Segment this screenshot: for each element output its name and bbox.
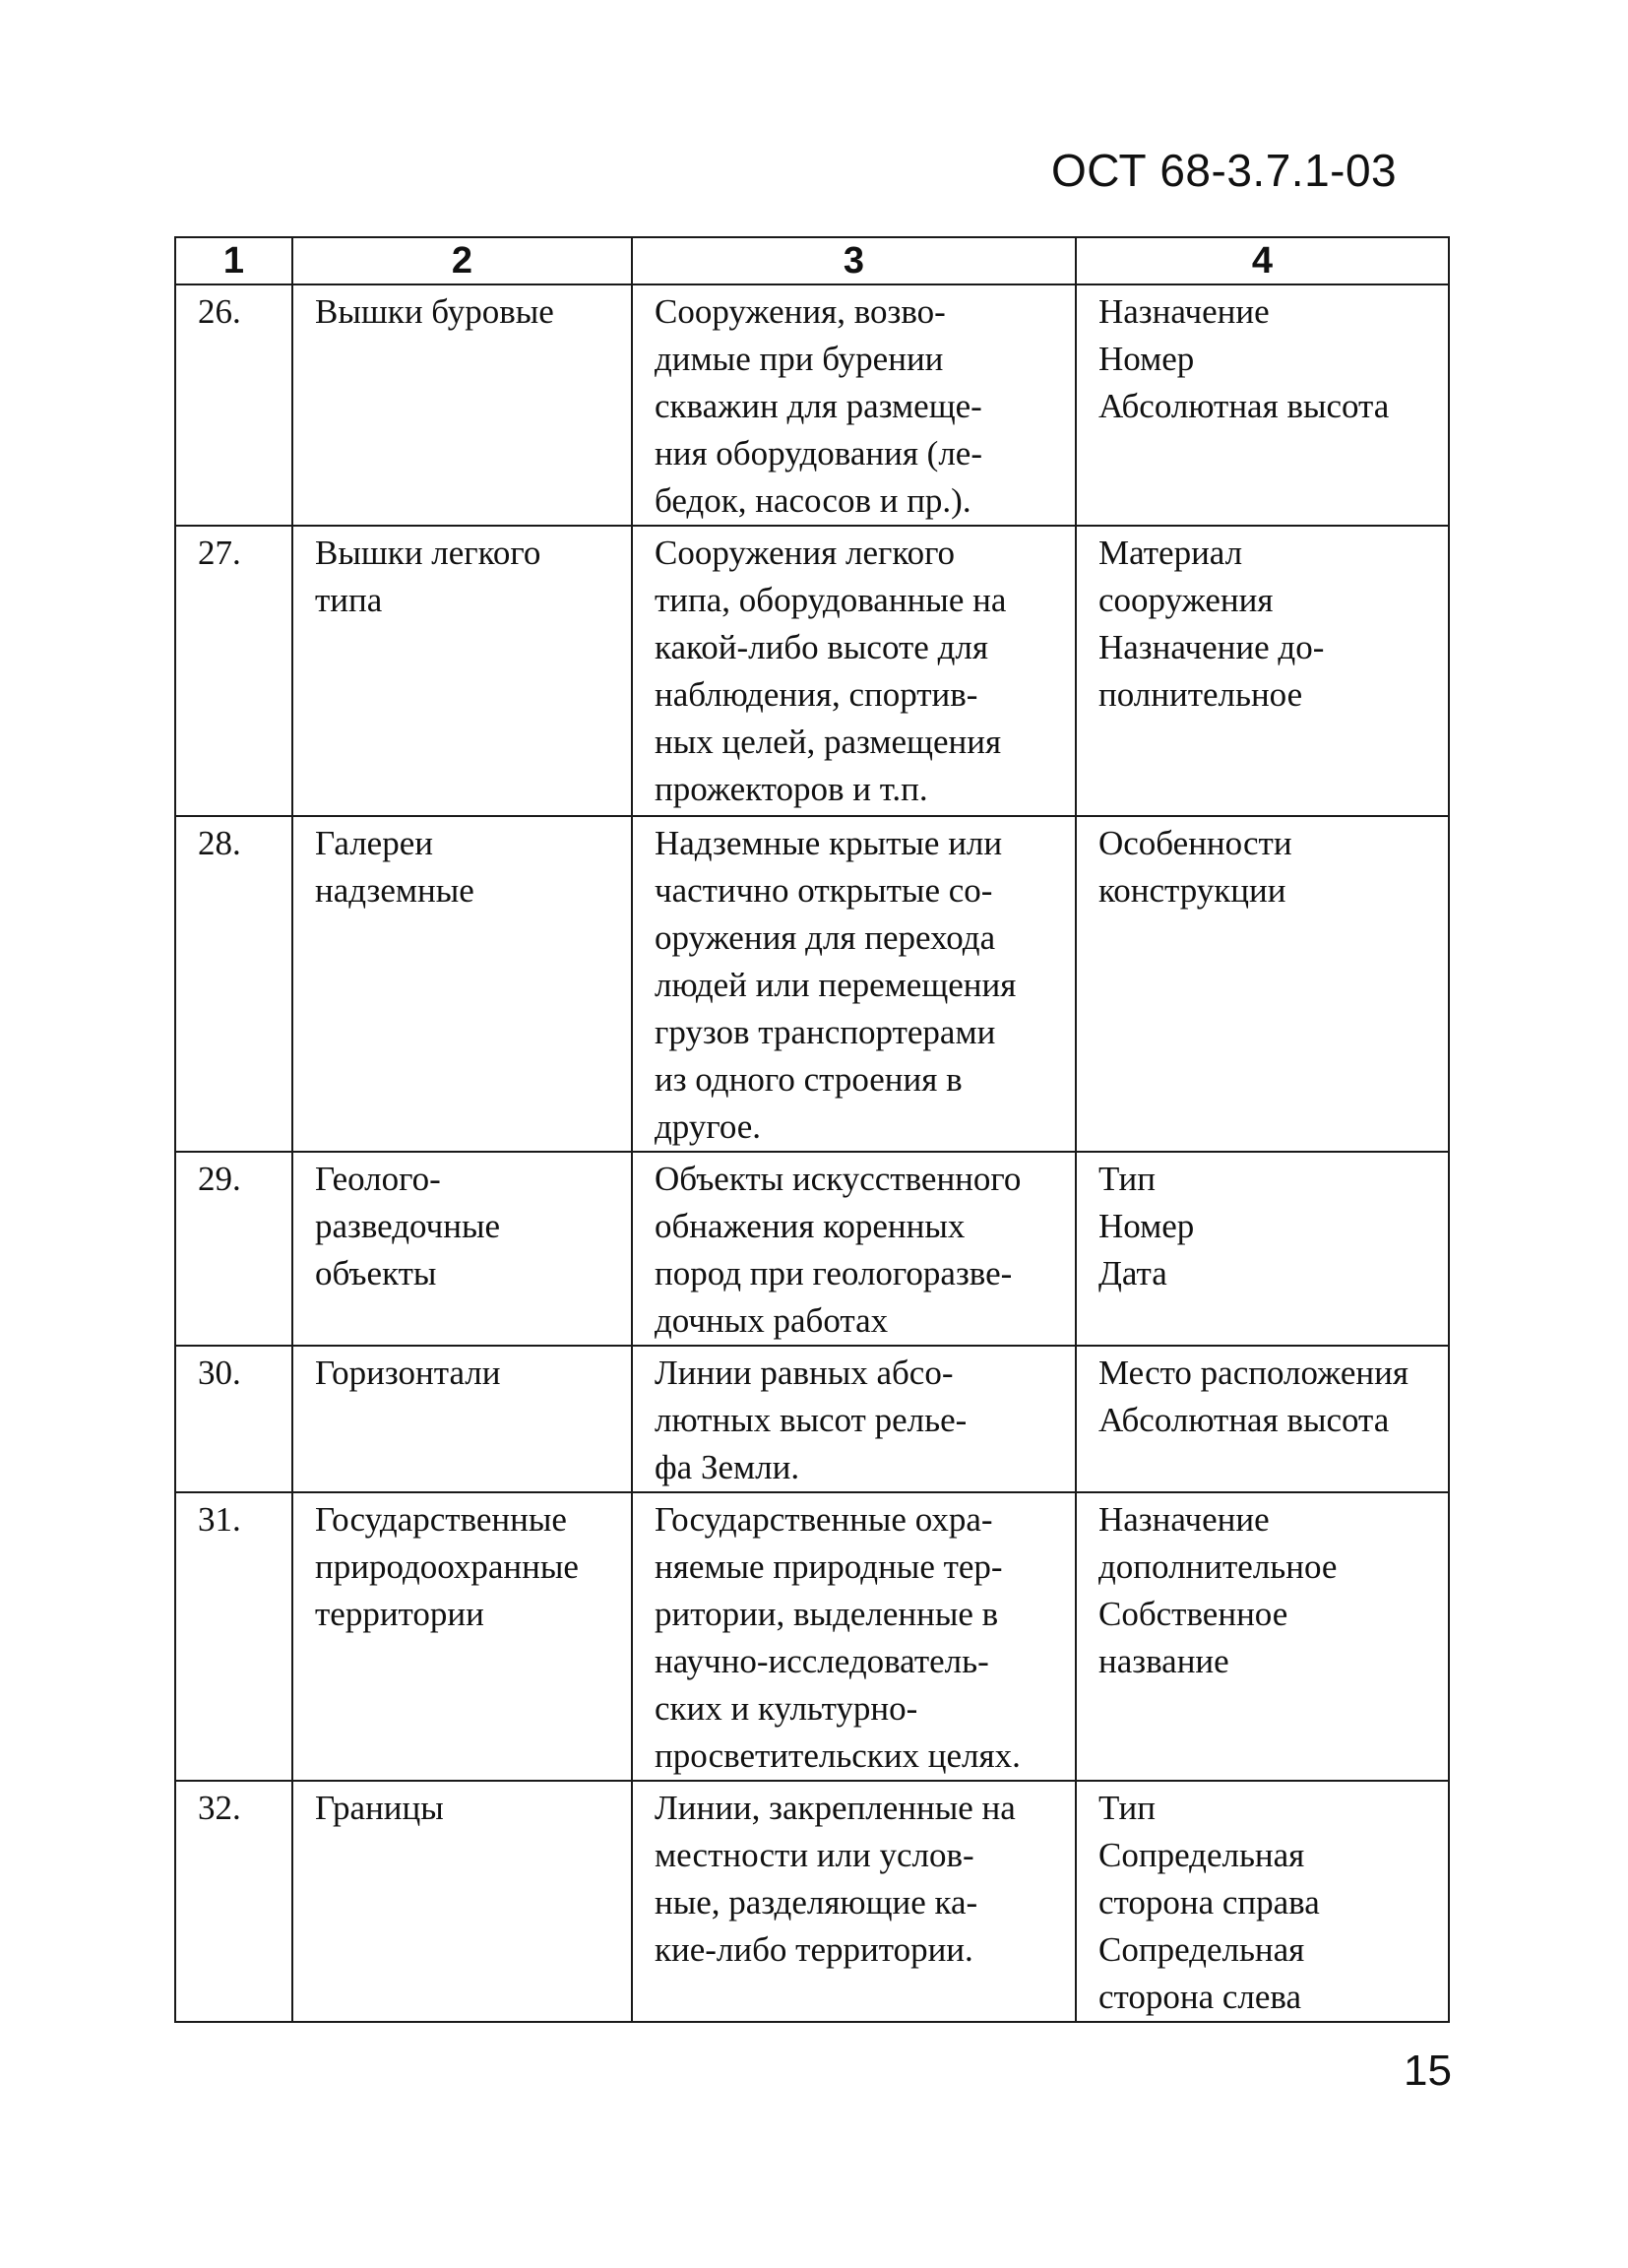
object-description: Государственные охра- няемые природные тер- ритории, выделенные в научно-исследователь- ских и культурно- просветительских целях. xyxy=(632,1492,1076,1781)
object-name: Галереи надземные xyxy=(292,816,632,1152)
object-description: Сооружения, возво- димые при бурении скважин для размеще- ния оборудования (ле- бедок, насосов и пр.). xyxy=(632,284,1076,526)
object-description: Надземные крытые или частично открытые со- оружения для перехода людей или перемещения грузов транспортерами из одного строения в другое. xyxy=(632,816,1076,1152)
object-attributes: Место расположения Абсолютная высота xyxy=(1076,1346,1449,1492)
object-description: Сооружения легкого типа, оборудованные на какой-либо высоте для наблюдения, спортив- ных целей, размещения прожекторов и т.п. xyxy=(632,526,1076,816)
object-attributes: Назначение Номер Абсолютная высота xyxy=(1076,284,1449,526)
object-description: Линии равных абсо- лютных высот релье- фа Земли. xyxy=(632,1346,1076,1492)
object-name: Вышки легкого типа xyxy=(292,526,632,816)
column-header-4: 4 xyxy=(1076,237,1449,284)
object-attributes: Тип Сопредельная сторона справа Сопредельная сторона слева xyxy=(1076,1781,1449,2022)
object-name: Границы xyxy=(292,1781,632,2022)
object-name: Вышки буровые xyxy=(292,284,632,526)
object-description: Объекты искусственного обнажения коренных пород при геологоразве- дочных работах xyxy=(632,1152,1076,1346)
table-header-row xyxy=(175,237,1449,284)
table-row xyxy=(175,284,1449,526)
object-attributes: Особенности конструкции xyxy=(1076,816,1449,1152)
object-description: Линии, закрепленные на местности или услов- ные, разделяющие ка- кие-либо территории. xyxy=(632,1781,1076,2022)
row-number: 30. xyxy=(175,1346,292,1492)
table-row xyxy=(175,1152,1449,1346)
page-number: 15 xyxy=(1404,2047,1452,2095)
object-attributes: Материал сооружения Назначение до- полнительное xyxy=(1076,526,1449,816)
object-name: Горизонтали xyxy=(292,1346,632,1492)
document-code: ОСТ 68-3.7.1-03 xyxy=(1051,145,1398,196)
table-row xyxy=(175,1781,1449,2022)
table-row xyxy=(175,816,1449,1152)
object-name: Государственные природоохранные территории xyxy=(292,1492,632,1781)
row-number: 31. xyxy=(175,1492,292,1781)
table-row xyxy=(175,1346,1449,1492)
column-header-1: 1 xyxy=(175,237,292,284)
objects-table xyxy=(174,236,1450,2023)
table-row xyxy=(175,1492,1449,1781)
row-number: 29. xyxy=(175,1152,292,1346)
object-name: Геолого- разведочные объекты xyxy=(292,1152,632,1346)
object-attributes: Тип Номер Дата xyxy=(1076,1152,1449,1346)
object-attributes: Назначение дополнительное Собственное название xyxy=(1076,1492,1449,1781)
table-row xyxy=(175,526,1449,816)
row-number: 28. xyxy=(175,816,292,1152)
column-header-3: 3 xyxy=(632,237,1076,284)
column-header-2: 2 xyxy=(292,237,632,284)
row-number: 27. xyxy=(175,526,292,816)
row-number: 26. xyxy=(175,284,292,526)
row-number: 32. xyxy=(175,1781,292,2022)
